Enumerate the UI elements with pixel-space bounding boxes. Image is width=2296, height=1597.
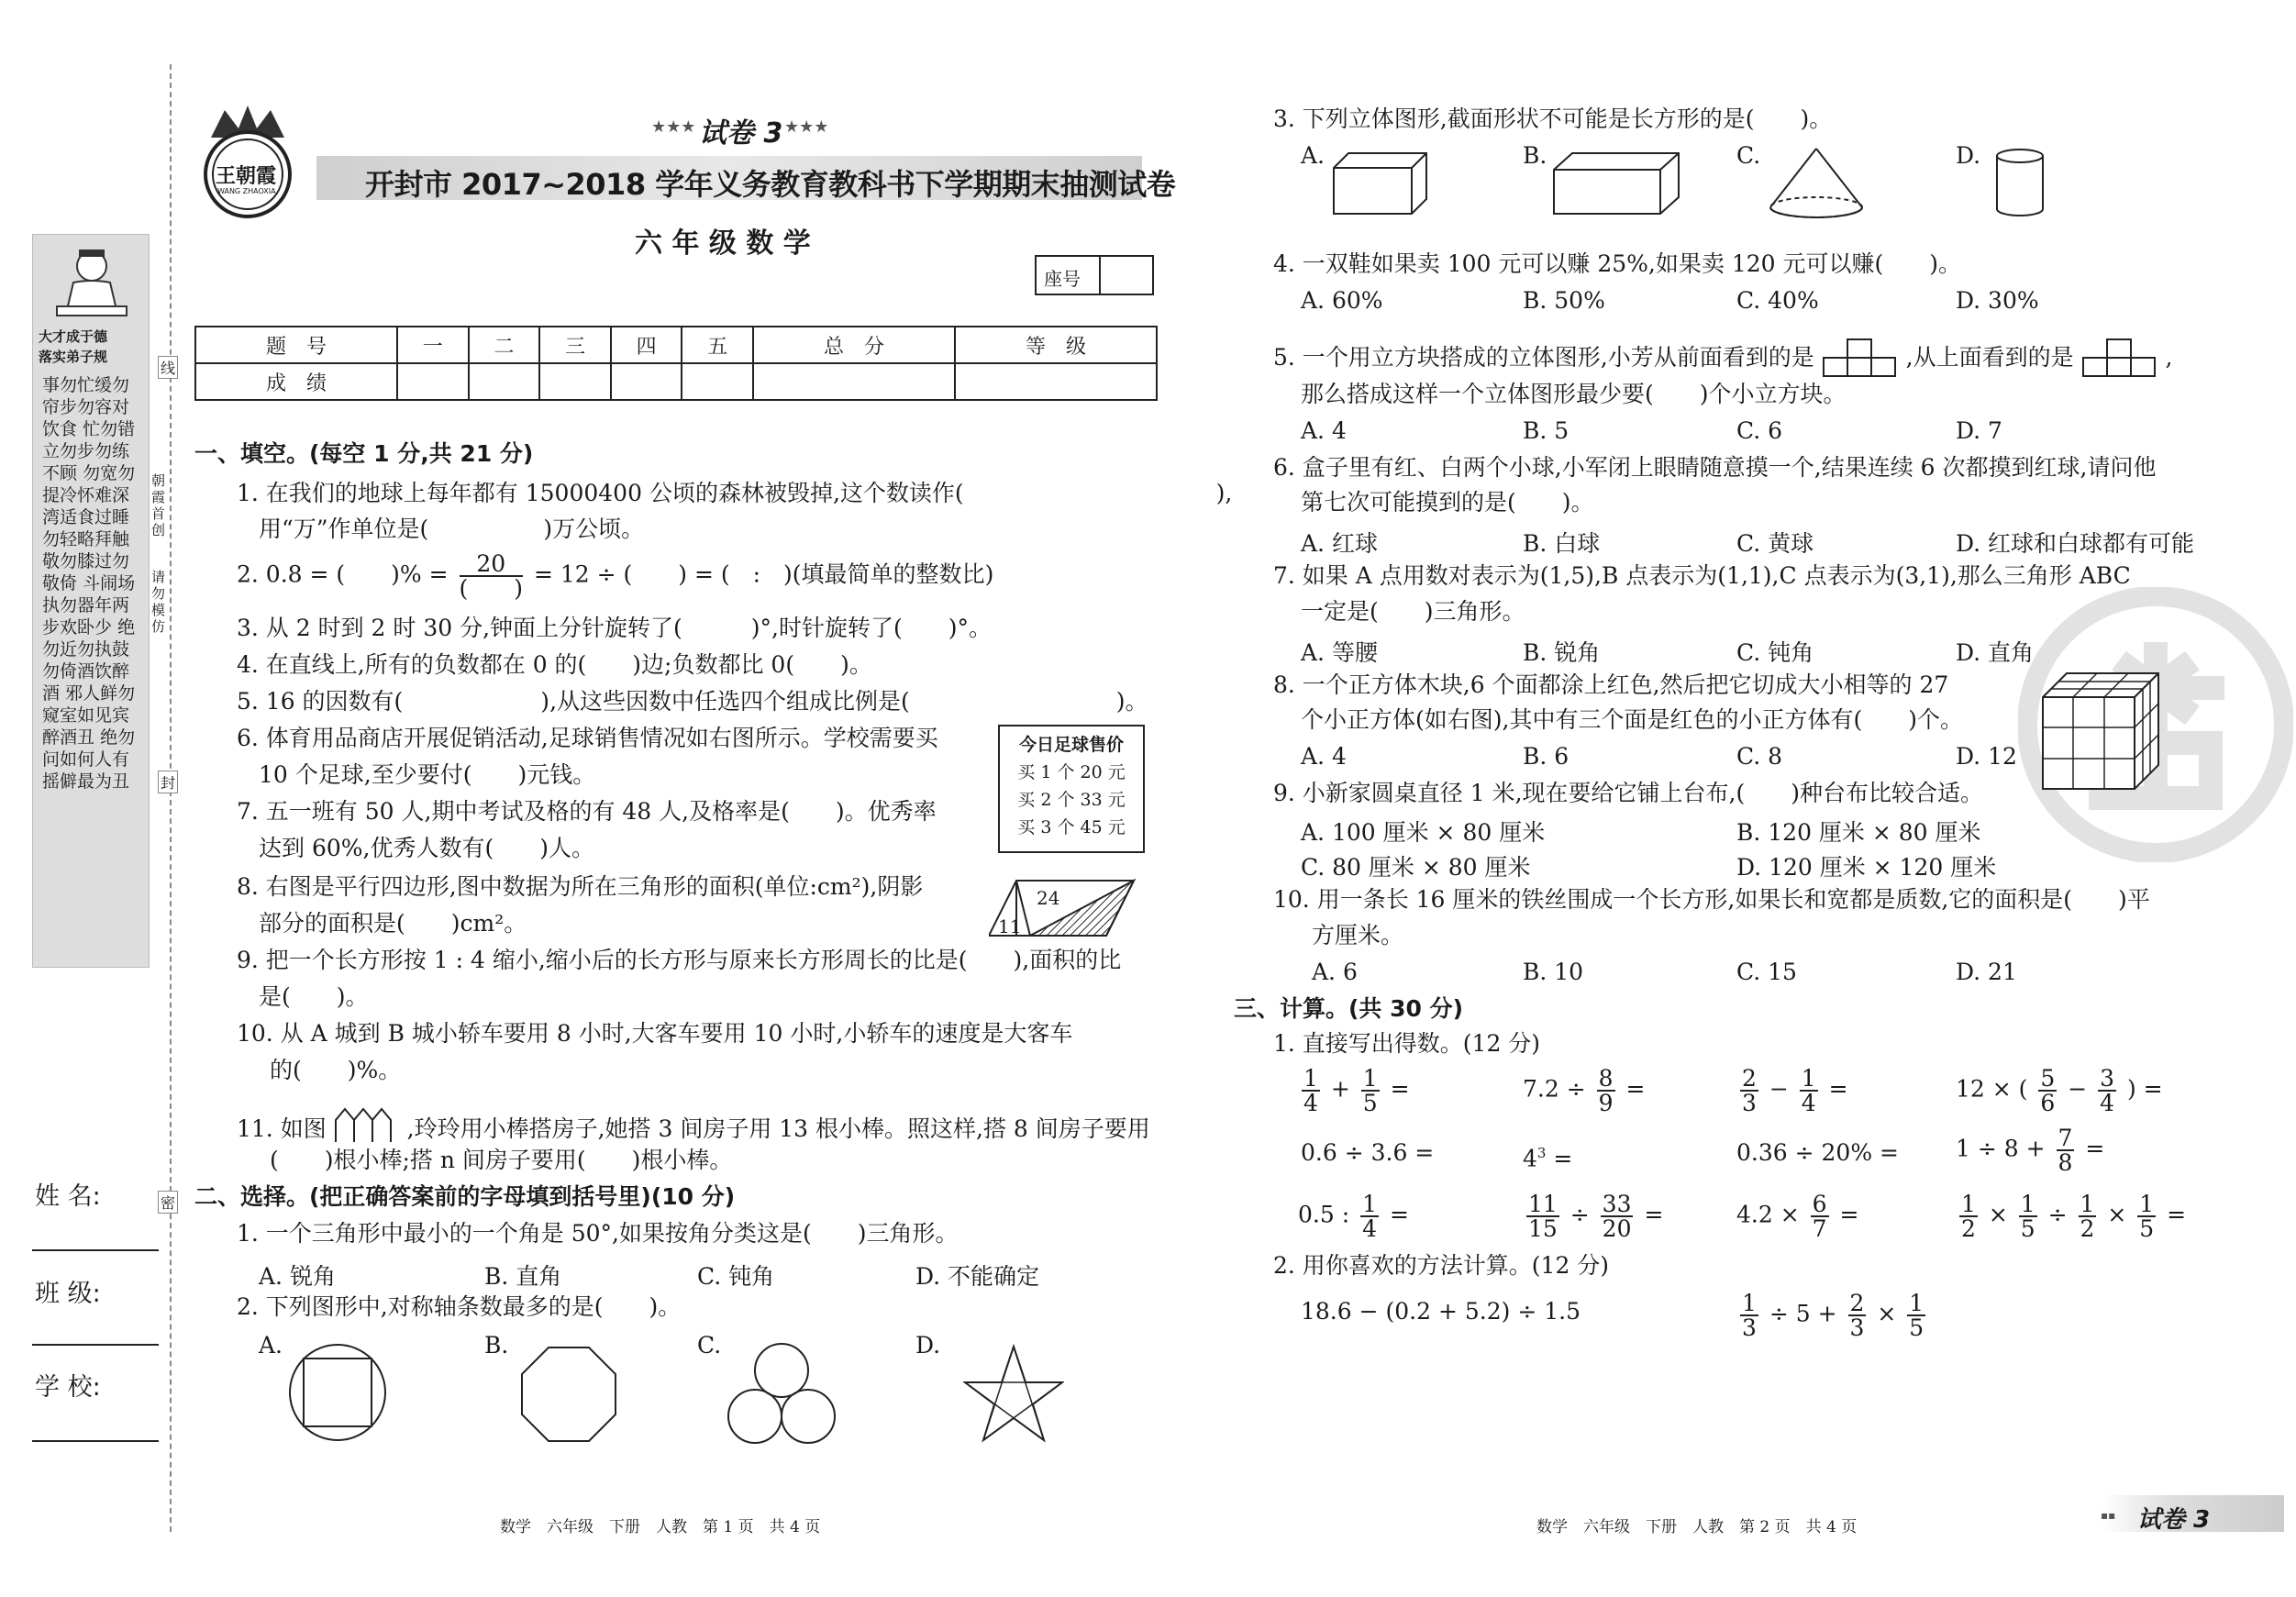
s1-q3: 3. 从 2 时到 2 时 30 分,钟面上分针旋转了( )°,时针旋转了( )°。: [237, 615, 993, 641]
section3-title: 三、计算。(共 30 分): [1234, 995, 1464, 1022]
s1-q9-line2: 是( )。: [259, 983, 369, 1010]
s2-q8-line1: 8. 一个正方体木块,6 个面都涂上红色,然后把它切成大小相等的 27: [1273, 671, 1949, 698]
score-cell[interactable]: [611, 363, 682, 400]
s1-q6-line1: 6. 体育用品商店开展促销活动,足球销售情况如右图所示。学校需要买: [237, 725, 938, 751]
s2-q8-line2: 个小正方体(如右图),其中有三个面是红色的小正方体有( )个。: [1301, 706, 1963, 733]
footer-exam-badge: 试卷 3: [2137, 1506, 2211, 1534]
s2-q10-line2: 方厘米。: [1312, 922, 1404, 948]
s2-q9-option-b[interactable]: B. 120 厘米 × 80 厘米: [1736, 819, 1981, 846]
s1-q11-post: ,玲玲用小棒搭房子,她搭 3 间房子用 13 根小棒。照这样,搭 8 间房子要用: [406, 1115, 1150, 1142]
s2-q7-option-d[interactable]: D. 直角: [1956, 639, 2035, 666]
s2-q7-option-b[interactable]: B. 锐角: [1523, 639, 1601, 666]
s1-q11-line2: ( )根小棒;搭 n 间房子要用( )根小棒。: [270, 1147, 733, 1173]
s2-q9-option-d[interactable]: D. 120 厘米 × 120 厘米: [1736, 854, 1997, 881]
s2-q1-option-d[interactable]: D. 不能确定: [915, 1263, 1040, 1290]
circle-square-figure: [286, 1341, 389, 1444]
fig8-label-11: 11: [998, 915, 1022, 937]
table-cell: 四: [611, 327, 682, 363]
s2-q3: 3. 下列立体图形,截面形状不可能是长方形的是( )。: [1273, 105, 1833, 132]
score-cell[interactable]: [539, 363, 611, 400]
s2-q3-option-c[interactable]: C.: [1736, 142, 1761, 169]
s1-q1-line2: 用“万”作单位是( )万公顷。: [259, 516, 645, 542]
s2-q3-option-a[interactable]: A.: [1301, 142, 1325, 169]
table-cell: 一: [397, 327, 469, 363]
cylinder-figure: [1992, 147, 2047, 220]
fraction: 20 ( ): [459, 550, 524, 602]
s2-q5-post: ,: [2165, 344, 2173, 371]
score-cell[interactable]: [955, 363, 1157, 400]
calc-r1-a: $\frac{1}{4}$ + $\frac{1}{5}$ =: [1303, 1065, 1410, 1116]
s2-q1: 1. 一个三角形中最小的一个角是 50°,如果按角分类这是( )三角形。: [237, 1220, 959, 1247]
price-row: 买 1 个 20 元: [1017, 762, 1126, 782]
sidebar-motto-panel: [32, 234, 150, 968]
s1-q2-pre: 2. 0.8 = ( )% =: [237, 560, 449, 588]
table-cell: 成 绩: [195, 363, 397, 400]
s2-q10-option-c[interactable]: C. 15: [1736, 959, 1797, 985]
section2-title: 二、选择。(把正确答案前的字母填到括号里)(10 分): [194, 1183, 736, 1210]
s2-q4-option-d[interactable]: D. 30%: [1956, 287, 2039, 314]
s2-q7-line2: 一定是( )三角形。: [1301, 598, 1525, 625]
s2-q5-option-a[interactable]: A. 4: [1301, 417, 1347, 444]
s2-q10-option-d[interactable]: D. 21: [1956, 959, 2017, 985]
badge-stars-right: ★★★: [784, 117, 829, 137]
score-cell[interactable]: [753, 363, 955, 400]
section1-title: 一、填空。(每空 1 分,共 21 分): [194, 440, 534, 467]
score-header-row: [195, 327, 1157, 363]
s1-q8-line2: 部分的面积是( )cm²。: [259, 910, 527, 937]
score-table: [194, 326, 1158, 401]
s1-q9-line1: 9. 把一个长方形按 1 : 4 缩小,缩小后的长方形与原来长方形周长的比是( ),面积的比: [237, 947, 1122, 973]
s2-q8-option-c[interactable]: C. 8: [1736, 743, 1783, 770]
calc-r2-b: $4^3$ =: [1523, 1145, 1573, 1172]
table-cell: 等 级: [955, 327, 1157, 363]
school-field[interactable]: [32, 1440, 159, 1442]
s2-q3-option-d[interactable]: D.: [1956, 142, 1981, 169]
s2-q10-option-a[interactable]: A. 6: [1312, 959, 1358, 985]
exam-title: 开封市 2017~2018 学年义务教育教科书下学期期末抽测试卷: [365, 167, 1176, 202]
price-row: 买 3 个 45 元: [1017, 817, 1126, 837]
class-field[interactable]: [32, 1344, 159, 1346]
calc-r2-d: 1 ÷ 8 + $\frac{7}{8}$ =: [1956, 1125, 2105, 1176]
s2-q4: 4. 一双鞋如果卖 100 元可以赚 25%,如果卖 120 元可以赚( )。: [1273, 250, 1961, 277]
s2-q5-mid: ,从上面看到的是: [1905, 344, 2074, 371]
s2-q6-option-c[interactable]: C. 黄球: [1736, 530, 1814, 557]
octagon-figure: [518, 1344, 619, 1445]
s1-q7-line2: 达到 60%,优秀人数有( )人。: [259, 835, 594, 861]
s2-q5-option-d[interactable]: D. 7: [1956, 417, 2002, 444]
score-row: [195, 363, 1157, 400]
front-view-figure: [1822, 338, 1899, 378]
score-cell[interactable]: [469, 363, 540, 400]
s1-q11-pre: 11. 如图: [237, 1115, 327, 1142]
footer-page-2: 数学 六年级 下册 人教 第 2 页 共 4 页: [1536, 1518, 1858, 1536]
s1-q7-line1: 7. 五一班有 50 人,期中考试及格的有 48 人,及格率是( )。优秀率: [237, 798, 937, 825]
s2-q1-option-c[interactable]: C. 钝角: [697, 1263, 775, 1290]
exam-badge: 试卷 3: [699, 117, 783, 150]
s2-q2-option-c[interactable]: C.: [697, 1332, 722, 1359]
table-cell: 五: [682, 327, 753, 363]
s3-q2-title: 2. 用你喜欢的方法计算。(12 分): [1273, 1252, 1610, 1279]
motto-columns: 事勿忙缓勿帘步勿容对饮食 忙勿错立勿步勿练不顾 勿宽勿提冷怀难深湾适食过睡 勿轻略拜触敬勿膝过勿敬倚 斗闹场执勿器年两步欢卧少 绝勿近勿执鼓勿倚酒饮醉酒 邪人鲜勿窥室如见宾醉酒丑 绝勿问如何人有摇僻最为丑: [42, 375, 136, 792]
calc-r3-b: $\frac{11}{15}$ ÷ $\frac{33}{20}$ =: [1528, 1191, 1664, 1242]
class-label: 班 级:: [35, 1280, 101, 1308]
cube-27-figure: [2041, 671, 2160, 791]
s2-q4-option-b[interactable]: B. 50%: [1523, 287, 1605, 314]
original-notice-1: 朝霞首创: [151, 472, 166, 538]
s1-q10-line1: 10. 从 A 城到 B 城小轿车要用 8 小时,大客车要用 10 小时,小轿车的速度是大客车: [237, 1020, 1073, 1047]
s2-q5-line1: [1273, 338, 2172, 378]
s2-q9: 9. 小新家圆桌直径 1 米,现在要给它铺上台布,( )种台布比较合适。: [1273, 780, 1984, 806]
s2-q7-line1: 7. 如果 A 点用数对表示为(1,5),B 点表示为(1,1),C 点表示为(3,1),那么三角形 ABC: [1273, 562, 2131, 589]
s2-q5-line2: 那么搭成这样一个立体图形最少要( )个小立方块。: [1301, 381, 1847, 407]
s1-q10-line2: 的( )%。: [270, 1057, 402, 1083]
cone-figure: [1766, 147, 1867, 220]
stick-house-figure: [334, 1107, 400, 1144]
s2-q5-pre: 5. 一个用立方块搭成的立体图形,小芳从前面看到的是: [1273, 344, 1814, 371]
s2-q8-option-a[interactable]: A. 4: [1301, 743, 1347, 770]
s1-q8-line1: 8. 右图是平行四边形,图中数据为所在三角形的面积(单位:cm²),阴影: [237, 873, 924, 900]
s2-q5-option-b[interactable]: B. 5: [1523, 417, 1569, 444]
calc-r3-d: $\frac{1}{2}$ × $\frac{1}{5}$ ÷ $\frac{1}{2}$ × $\frac{1}{5}$ =: [1961, 1191, 2187, 1242]
football-price-box: [998, 725, 1145, 853]
seat-label: 座号: [1044, 268, 1081, 290]
footer-page-1: 数学 六年级 下册 人教 第 1 页 共 4 页: [500, 1518, 821, 1536]
s2-q3-option-b[interactable]: B.: [1523, 142, 1547, 169]
star-figure: [963, 1344, 1064, 1443]
s2-q9-option-a[interactable]: A. 100 厘米 × 80 厘米: [1301, 819, 1546, 846]
s2-q2-option-a[interactable]: A.: [259, 1332, 283, 1359]
dashed-cut-line: [170, 64, 172, 1532]
score-cell[interactable]: [397, 363, 469, 400]
table-cell: 题 号: [195, 327, 397, 363]
s2-q6-line1: 6. 盒子里有红、白两个小球,小军闭上眼睛随意摸一个,结果连续 6 次都摸到红球,请问他: [1273, 454, 2157, 481]
cuboid-short-figure: [1332, 151, 1428, 217]
s2-q10-option-b[interactable]: B. 10: [1523, 959, 1584, 985]
top-view-figure: [2081, 338, 2158, 378]
logo-text: 王朝霞: [216, 164, 277, 188]
table-cell: 总 分: [753, 327, 955, 363]
s1-q4: 4. 在直线上,所有的负数都在 0 的( )边;负数都比 0( )。: [237, 651, 872, 678]
badge-stars-left: ★★★: [651, 117, 696, 137]
calc-r2-c: 0.36 ÷ 20% =: [1736, 1139, 1899, 1166]
fig8-label-24: 24: [1037, 887, 1060, 909]
calc-r3-c: 4.2 × $\frac{6}{7}$ =: [1736, 1191, 1859, 1242]
s2-q1-option-a[interactable]: A. 锐角: [259, 1263, 336, 1290]
s2-q6-option-b[interactable]: B. 白球: [1523, 530, 1601, 557]
calc-r3-a: 0.5 : $\frac{1}{4}$ =: [1298, 1191, 1409, 1242]
calc-expr-2: $\frac{1}{3}$ ÷ 5 + $\frac{2}{3}$ × $\frac{1}{5}$: [1742, 1290, 1924, 1341]
calc-r1-d: 12 × ( $\frac{5}{6}$ − $\frac{3}{4}$ ) =: [1956, 1065, 2163, 1116]
s2-q4-option-a[interactable]: A. 60%: [1301, 287, 1383, 314]
price-title: 今日足球售价: [1018, 735, 1124, 755]
s2-q2-option-d[interactable]: D.: [915, 1332, 941, 1359]
s1-q1-line1: 1. 在我们的地球上每年都有 15000400 公顷的森林被毁掉,这个数读作( ),: [237, 480, 1233, 506]
calc-r1-c: $\frac{2}{3}$ − $\frac{1}{4}$ =: [1742, 1065, 1848, 1116]
original-notice-2: 请勿模仿: [151, 569, 166, 635]
s2-q2: 2. 下列图形中,对称轴条数最多的是( )。: [237, 1293, 682, 1320]
name-label: 姓 名:: [35, 1182, 101, 1211]
table-cell: 二: [469, 327, 540, 363]
calc-r2-a: 0.6 ÷ 3.6 =: [1301, 1139, 1435, 1166]
s2-q5-option-c[interactable]: C. 6: [1736, 417, 1783, 444]
s3-q1-title: 1. 直接写出得数。(12 分): [1273, 1030, 1541, 1057]
exam-subtitle: 六 年 级 数 学: [635, 227, 811, 260]
calc-r1-b: 7.2 ÷ $\frac{8}{9}$ =: [1523, 1065, 1646, 1116]
s2-q6-option-d[interactable]: D. 红球和白球都有可能: [1956, 530, 2195, 557]
motto-line-2: 落实弟子规: [39, 349, 108, 365]
s2-q2-option-b[interactable]: B.: [484, 1332, 509, 1359]
s1-q11-line1: [237, 1107, 1150, 1144]
calc-expr-1: 18.6 − (0.2 + 5.2) ÷ 1.5: [1301, 1298, 1581, 1325]
s2-q1-option-b[interactable]: B. 直角: [484, 1263, 562, 1290]
logo-pinyin: WANG ZHAOXIA: [217, 187, 276, 195]
table-cell: 三: [539, 327, 611, 363]
name-field[interactable]: [32, 1249, 159, 1251]
motto-line-1: 大才成于德: [39, 328, 108, 345]
cut-mark-line: 线: [158, 356, 178, 379]
s2-q8-option-b[interactable]: B. 6: [1523, 743, 1569, 770]
s2-q6-option-a[interactable]: A. 红球: [1301, 530, 1378, 557]
s2-q7-option-a[interactable]: A. 等腰: [1301, 639, 1378, 666]
cut-mark-secret: 密: [158, 1191, 178, 1214]
cut-mark-seal: 封: [158, 771, 178, 793]
s2-q10-line1: 10. 用一条长 16 厘米的铁丝围成一个长方形,如果长和宽都是质数,它的面积是( )平: [1273, 886, 2150, 913]
school-label: 学 校:: [35, 1373, 101, 1402]
s2-q6-line2: 第七次可能摸到的是( )。: [1301, 489, 1594, 516]
s2-q8-option-d[interactable]: D. 12: [1956, 743, 2017, 770]
three-circles-figure: [725, 1341, 839, 1447]
s2-q9-option-c[interactable]: C. 80 厘米 × 80 厘米: [1301, 854, 1531, 881]
s2-q4-option-c[interactable]: C. 40%: [1736, 287, 1819, 314]
price-row: 买 2 个 33 元: [1017, 790, 1126, 810]
s1-q6-line2: 10 个足球,至少要付( )元钱。: [259, 761, 596, 788]
s1-q2-post: = 12 ÷ ( ) = ( : )(填最简单的整数比): [533, 560, 994, 588]
s2-q7-option-c[interactable]: C. 钝角: [1736, 639, 1814, 666]
s1-q5: 5. 16 的因数有( ),从这些因数中任选四个组成比例是( )。: [237, 688, 1148, 715]
scholar-illustration: [46, 242, 138, 325]
cuboid-long-figure: [1552, 151, 1680, 217]
seat-number-box[interactable]: [1035, 255, 1154, 295]
score-cell[interactable]: [682, 363, 753, 400]
footer-squares: ▪▪: [2101, 1509, 2116, 1522]
s1-q2: [237, 552, 993, 600]
